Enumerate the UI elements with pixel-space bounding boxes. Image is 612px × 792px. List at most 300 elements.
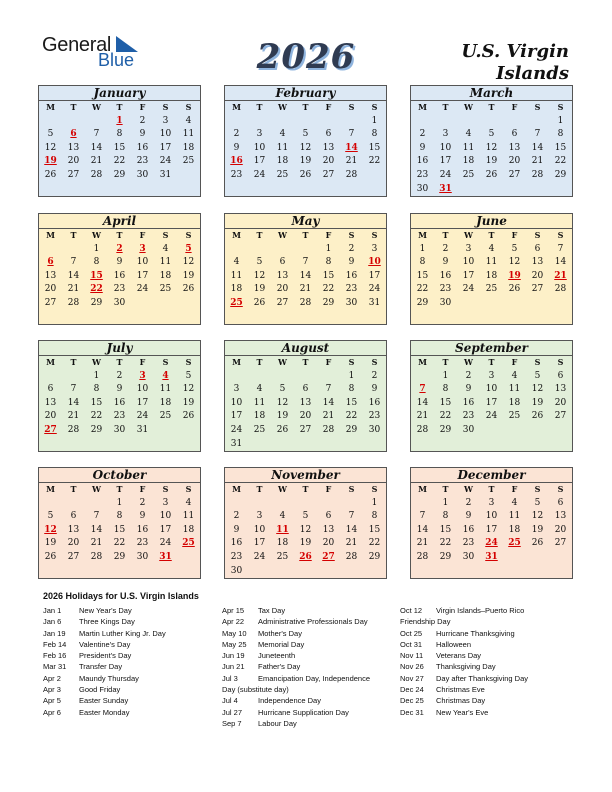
day-cell: 10 [230,397,243,408]
weekday-label: W [92,230,101,240]
holiday-date: May 10 [222,628,247,638]
region-title-line1: U.S. Virgin [461,41,569,62]
day-cell: 12 [276,397,289,408]
day-cell: 27 [67,169,80,180]
day-cell: 6 [70,511,77,522]
holiday-date: Oct 12 [400,606,423,615]
day-cell: 22 [368,538,381,549]
week-row [225,283,386,297]
day-cell: 27 [67,551,80,562]
week-row [39,283,200,297]
logo-text-blue: Blue [98,50,135,70]
day-cell: 21 [90,538,103,549]
empty-cell [526,551,549,565]
day-cell: 12 [485,142,498,153]
empty-cell [503,115,526,129]
holiday-day-cell: 6 [70,129,77,140]
holiday-day-cell: 21 [554,270,567,281]
day-cell: 13 [44,397,57,408]
day-cell: 22 [439,538,452,549]
day-cell: 7 [557,243,564,254]
day-cell: 7 [325,384,332,395]
month-title: November [225,468,386,483]
week-row [411,383,572,397]
day-cell: 10 [136,257,149,268]
day-cell: 2 [233,129,240,140]
day-cell: 21 [322,411,335,422]
week-row [411,283,572,297]
day-cell: 8 [371,511,378,522]
day-cell: 13 [299,397,312,408]
holidays-title: 2026 Holidays for U.S. Virgin Islands [43,591,199,601]
month-october [38,467,201,579]
day-cell: 18 [182,524,195,535]
holiday-name: Memorial Day [258,639,305,649]
day-cell: 16 [462,397,475,408]
month-february [224,85,387,197]
day-cell: 17 [159,142,172,153]
weekday-label: S [371,484,378,494]
weekday-label: M [232,102,241,112]
weekday-label: S [534,102,541,112]
holiday-date: Jan 6 [43,617,62,627]
day-cell: 4 [279,511,286,522]
day-cell: 11 [462,142,475,153]
weekday-header [225,483,386,497]
empty-cell [294,115,317,129]
day-cell: 4 [185,115,192,126]
holiday-day-cell: 16 [230,156,243,167]
day-cell: 22 [345,411,358,422]
weekday-label: S [557,484,564,494]
day-cell: 3 [371,243,378,254]
empty-cell [225,497,248,511]
day-cell: 7 [534,129,541,140]
holiday-date: May 25 [222,639,247,649]
empty-cell [62,115,85,129]
day-cell: 10 [253,524,266,535]
empty-cell [154,424,177,438]
day-cell: 12 [531,384,544,395]
day-cell: 18 [230,284,243,295]
day-cell: 20 [554,397,567,408]
day-cell: 31 [230,438,243,449]
empty-cell [317,565,340,579]
holiday-date: Mar 31 [43,662,67,672]
week-row [225,256,386,270]
day-cell: 24 [253,169,266,180]
weekday-label: S [534,230,541,240]
day-cell: 20 [531,270,544,281]
week-row [225,551,386,565]
day-cell: 18 [276,538,289,549]
day-cell: 4 [185,497,192,508]
day-cell: 22 [322,284,335,295]
week-row [225,424,386,438]
holiday-date: Apr 3 [43,685,61,695]
day-cell: 24 [159,156,172,167]
day-cell: 12 [531,511,544,522]
empty-cell [549,424,572,438]
empty-cell [62,497,85,511]
holiday-name: Mother's Day [258,628,302,638]
week-row [39,551,200,565]
day-cell: 14 [90,524,103,535]
day-cell: 16 [439,270,452,281]
day-cell: 4 [511,370,518,381]
day-cell: 27 [44,297,57,308]
holiday-date: Dec 25 [400,696,424,706]
week-row [225,537,386,551]
month-december [410,467,573,579]
day-cell: 24 [253,551,266,562]
day-cell: 11 [485,257,498,268]
day-cell: 8 [557,129,564,140]
week-row [411,551,572,565]
empty-cell [411,497,434,511]
empty-cell [225,243,248,257]
day-cell: 14 [90,142,103,153]
day-cell: 31 [368,297,381,308]
day-cell: 30 [136,169,149,180]
day-cell: 9 [233,142,240,153]
day-cell: 20 [67,156,80,167]
weekday-label: T [256,102,263,112]
weekday-label: F [511,102,518,112]
day-cell: 23 [113,411,126,422]
day-cell: 30 [113,297,126,308]
day-cell: 27 [531,284,544,295]
empty-cell [39,497,62,511]
day-cell: 16 [416,156,429,167]
holiday-day-cell: 31 [159,551,172,562]
week-row [411,155,572,169]
day-cell: 21 [531,156,544,167]
day-cell: 20 [276,284,289,295]
empty-cell [549,551,572,565]
day-cell: 1 [557,115,564,126]
day-cell: 21 [416,538,429,549]
day-cell: 21 [345,156,358,167]
day-cell: 7 [93,511,100,522]
holiday-name: Independence Day [258,696,321,706]
day-cell: 14 [345,524,358,535]
day-cell: 7 [302,257,309,268]
day-cell: 9 [233,524,240,535]
weekday-label: W [278,484,287,494]
weekday-label: T [256,230,263,240]
day-cell: 10 [439,142,452,153]
day-cell: 24 [136,284,149,295]
day-cell: 27 [276,297,289,308]
day-cell: 30 [136,551,149,562]
day-cell: 19 [299,538,312,549]
weekday-label: F [511,357,518,367]
day-cell: 22 [368,156,381,167]
day-cell: 1 [93,370,100,381]
week-row [39,243,200,257]
holiday-name: Valentine's Day [79,639,131,649]
day-cell: 28 [531,169,544,180]
day-cell: 18 [182,142,195,153]
week-row [411,524,572,538]
empty-cell [363,565,386,579]
day-cell: 6 [47,384,54,395]
weekday-label: S [371,230,378,240]
day-cell: 14 [322,397,335,408]
day-cell: 23 [462,411,475,422]
day-cell: 24 [230,424,243,435]
weekday-label: F [139,357,146,367]
day-cell: 8 [325,257,332,268]
day-cell: 18 [462,156,475,167]
month-title: June [411,214,572,229]
day-cell: 25 [159,411,172,422]
weekday-label: S [162,357,169,367]
empty-cell [271,438,294,452]
day-cell: 17 [253,538,266,549]
week-row [39,497,200,511]
day-cell: 6 [279,257,286,268]
weekday-label: T [302,357,309,367]
day-cell: 14 [299,270,312,281]
week-row [39,424,200,438]
day-cell: 2 [233,511,240,522]
day-cell: 31 [159,169,172,180]
empty-cell [177,169,200,183]
day-cell: 9 [116,257,123,268]
day-cell: 2 [442,243,449,254]
empty-cell [317,438,340,452]
day-cell: 15 [368,524,381,535]
empty-cell [294,438,317,452]
day-cell: 6 [325,511,332,522]
day-cell: 4 [511,497,518,508]
day-cell: 26 [182,411,195,422]
empty-cell [411,370,434,384]
weekday-label: S [162,102,169,112]
empty-cell [503,297,526,311]
day-cell: 7 [93,129,100,140]
day-cell: 2 [419,129,426,140]
empty-cell [177,297,200,311]
holiday-date: Jul 3 [222,673,238,683]
day-cell: 18 [159,270,172,281]
day-cell: 27 [322,169,335,180]
weekday-label: W [464,102,473,112]
weekday-label: M [418,230,427,240]
holiday-day-cell: 25 [182,538,195,549]
holiday-name: Administrative Professionals Day [258,617,368,627]
day-cell: 26 [44,169,57,180]
day-cell: 15 [90,397,103,408]
weekday-header [411,483,572,497]
empty-cell [480,183,503,197]
holiday-day-cell: 2 [116,243,123,254]
day-cell: 24 [485,411,498,422]
day-cell: 15 [345,397,358,408]
day-cell: 19 [531,524,544,535]
holiday-date: Apr 5 [43,696,61,706]
weekday-header [39,101,200,115]
day-cell: 4 [162,243,169,254]
day-cell: 13 [508,142,521,153]
holiday-date: Jul 4 [222,696,238,706]
week-row [39,383,200,397]
weekday-label: T [442,484,449,494]
empty-cell [294,565,317,579]
day-cell: 28 [416,424,429,435]
day-cell: 11 [508,384,521,395]
day-cell: 11 [230,270,243,281]
holiday-date: Jun 21 [222,662,245,672]
weekday-label: T [488,484,495,494]
day-cell: 5 [534,497,541,508]
day-cell: 17 [253,156,266,167]
day-cell: 24 [159,538,172,549]
day-cell: 17 [136,397,149,408]
holiday-name: Easter Sunday [79,696,129,706]
holiday-date: Jan 1 [43,606,62,615]
week-row [225,383,386,397]
day-cell: 29 [345,424,358,435]
day-cell: 28 [90,551,103,562]
weekday-label: S [185,230,192,240]
month-title: April [39,214,200,229]
weekday-label: F [511,484,518,494]
holiday-name: Martin Luther King Jr. Day [79,628,166,638]
day-cell: 2 [348,243,355,254]
day-cell: 29 [322,297,335,308]
day-cell: 13 [67,524,80,535]
holiday-name: Day (substitute day) [222,685,289,695]
weekday-label: M [232,230,241,240]
month-august [224,340,387,452]
day-cell: 25 [276,551,289,562]
weekday-label: S [348,484,355,494]
day-cell: 21 [67,411,80,422]
empty-cell [503,183,526,197]
holiday-name: Christmas Day [436,696,486,706]
weekday-label: T [116,484,123,494]
day-cell: 15 [439,397,452,408]
day-cell: 12 [182,384,195,395]
weekday-label: T [442,102,449,112]
day-cell: 18 [253,411,266,422]
week-row [411,183,572,197]
empty-cell [294,243,317,257]
day-cell: 23 [462,538,475,549]
empty-cell [340,497,363,511]
day-cell: 14 [416,524,429,535]
holiday-name: Maundy Thursday [79,673,139,683]
day-cell: 10 [485,511,498,522]
day-cell: 16 [368,397,381,408]
weekday-label: S [185,357,192,367]
day-cell: 22 [113,156,126,167]
day-cell: 1 [442,370,449,381]
week-row [225,270,386,284]
day-cell: 20 [44,411,57,422]
weekday-label: S [348,230,355,240]
empty-cell [411,115,434,129]
day-cell: 20 [322,538,335,549]
day-cell: 17 [159,524,172,535]
holiday-day-cell: 15 [90,270,103,281]
week-row [39,169,200,183]
empty-cell [363,438,386,452]
day-cell: 25 [253,424,266,435]
holiday-day-cell: 6 [47,257,54,268]
weekday-label: W [92,357,101,367]
weekday-label: T [302,230,309,240]
day-cell: 26 [182,284,195,295]
empty-cell [457,183,480,197]
empty-cell [317,370,340,384]
holiday-name: Christmas Eve [436,685,485,695]
day-cell: 17 [230,411,243,422]
day-cell: 12 [182,257,195,268]
day-cell: 20 [554,524,567,535]
day-cell: 3 [233,384,240,395]
holiday-day-cell: 19 [44,156,57,167]
week-row [39,397,200,411]
weekday-label: F [325,230,332,240]
week-row [411,410,572,424]
holiday-name: Friendship Day [400,617,451,627]
day-cell: 2 [465,497,472,508]
day-cell: 3 [442,129,449,140]
empty-cell [457,297,480,311]
day-cell: 1 [419,243,426,254]
day-cell: 16 [113,397,126,408]
month-title: January [39,86,200,101]
day-cell: 12 [253,270,266,281]
day-cell: 26 [299,169,312,180]
holiday-day-cell: 3 [139,243,146,254]
holiday-name: Juneteenth [258,651,296,661]
day-cell: 3 [162,497,169,508]
day-cell: 14 [67,270,80,281]
day-cell: 27 [299,424,312,435]
week-row [225,142,386,156]
weekday-label: S [557,230,564,240]
holiday-name: Tax Day [258,606,286,615]
weekday-header [39,483,200,497]
weekday-label: S [534,484,541,494]
day-cell: 30 [345,297,358,308]
day-cell: 26 [531,538,544,549]
day-cell: 1 [442,497,449,508]
day-cell: 17 [368,270,381,281]
day-cell: 28 [67,297,80,308]
day-cell: 28 [90,169,103,180]
empty-cell [526,115,549,129]
day-cell: 8 [371,129,378,140]
day-cell: 20 [299,411,312,422]
weekday-label: M [232,484,241,494]
week-row [411,142,572,156]
day-cell: 19 [182,270,195,281]
day-cell: 19 [299,156,312,167]
weekday-label: T [116,357,123,367]
week-row [411,497,572,511]
weekday-label: M [46,357,55,367]
weekday-label: S [557,102,564,112]
weekday-label: T [488,102,495,112]
day-cell: 2 [116,370,123,381]
empty-cell [39,370,62,384]
